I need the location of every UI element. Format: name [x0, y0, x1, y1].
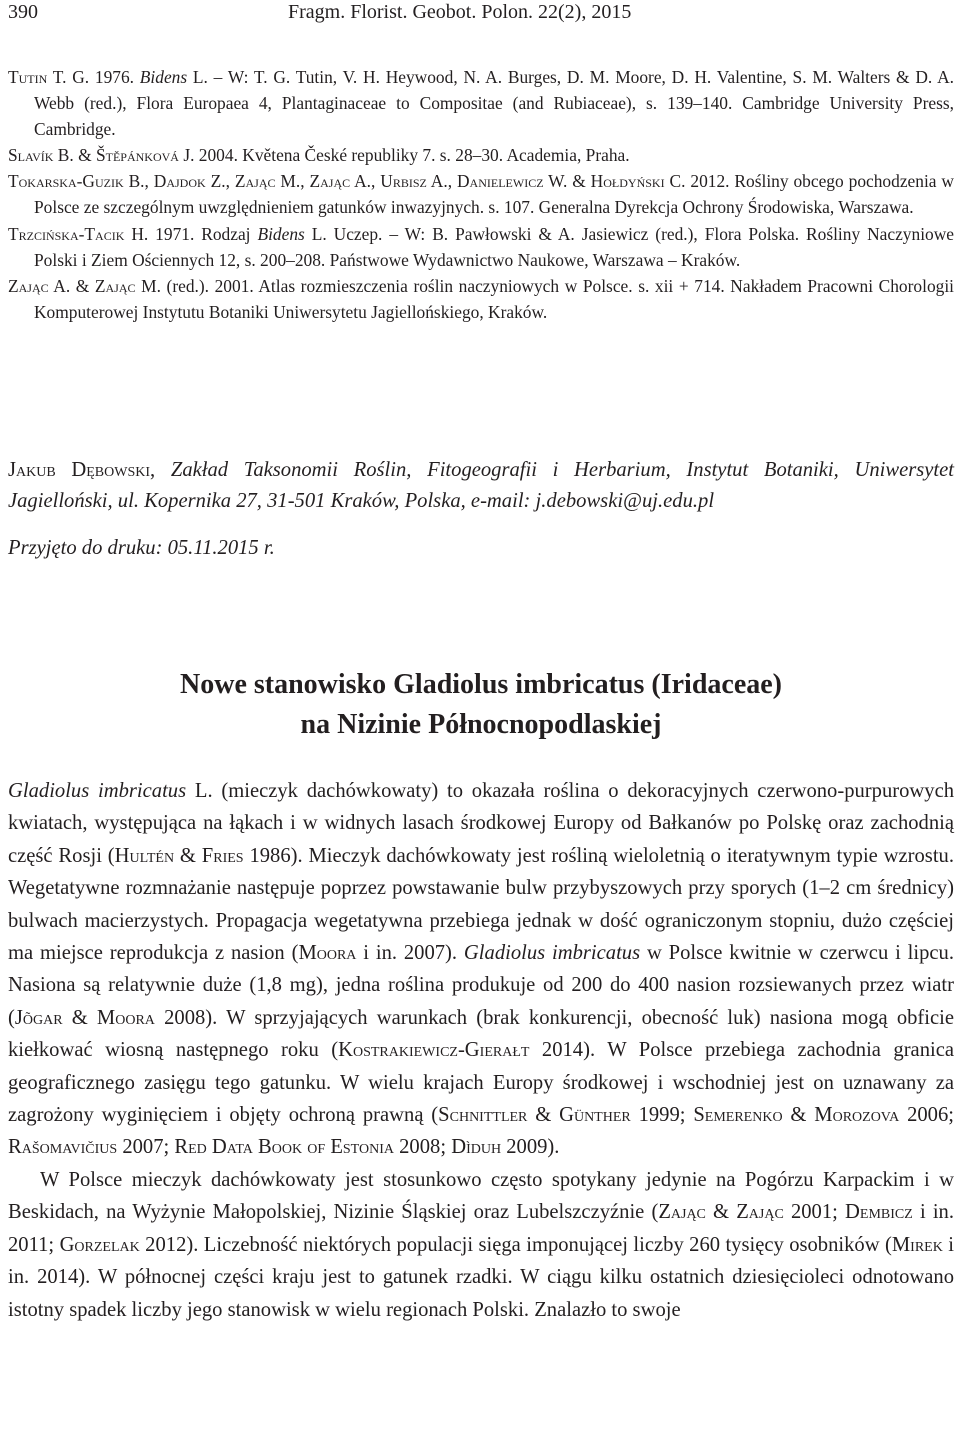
citation-author: Dembicz — [845, 1201, 913, 1224]
reference-italic: Bidens — [257, 223, 305, 244]
reference-text: 2012. Rośliny obcego pochodzenia w Polsce ze szczególnym uwzględnieniem gatunków inwazyjnych. s. 107. Generalna Dyrekcja Ochrony Środowiska, Warszawa. — [34, 171, 954, 218]
author-name: Jakub Dębowski, — [8, 459, 156, 481]
article-title — [8, 665, 954, 745]
body-text: 2009). — [501, 1136, 560, 1159]
reference-text: L. – W: T. G. Tutin, V. H. Heywood, N. A. Burges, D. M. Moore, D. H. Valentine, S. M. Walters & D. A. Webb (red.), Flora Europaea 4, Plantaginaceae to Compositae (and Rubiaceae), s. 139–140. Cambridge University Press, Cambridge. — [34, 67, 954, 140]
reference-item — [8, 273, 954, 325]
body-text: 2014). W Polsce przebiega zachodnia granica geograficznego zasięgu tego gatunku. W wielu krajach Europy środkowej i wschodniej jest on uznawany za zagrożony wyginięciem i objęty ochroną prawną ( — [8, 1039, 954, 1127]
reference-italic: Bidens — [139, 67, 188, 87]
reference-item — [8, 142, 954, 168]
affiliation-text: Zakład Taksonomii Roślin, Fitogeografii i Herbarium, Instytut Botaniki, Uniwersytet Jagielloński, ul. Kopernika 27, 31-501 Kraków, Polska, e-mail: j.debowski@uj.edu.pl — [8, 459, 955, 512]
reference-item — [8, 64, 954, 142]
reference-text: 1971. Rodzaj — [148, 223, 258, 244]
citation-author: Zając & Zając — [658, 1201, 784, 1224]
citation-author: Moora — [298, 942, 357, 965]
body-text: 1986). Mieczyk dachówkowaty jest rośliną wieloletnią o iteratywnym typie wzrostu. Wegetatywne rozmnażanie następuje poprzez powstawanie bulw przybyszowych przy sporych (1–2 cm średnicy) bulwach macierzystych. Propagacja wegetatywna przebiega jednak w dość ograniczonym stopniu, dużo częściej ma miejsce reprodukcja z nasion ( — [8, 844, 954, 965]
citation-author: Dìduh — [451, 1136, 502, 1159]
accepted-date: Przyjęto do druku: 05.11.2015 r. — [8, 537, 275, 559]
citation-author: Jõgar & Moora — [14, 1006, 155, 1029]
body-text: w Polsce kwitnie w czerwcu i lipcu. Nasiona są relatywnie duże (1,8 mg), jedna roślina produkuje od 200 do 400 nasion rozsiewanych przez wiatr ( — [8, 942, 954, 1029]
body-text: i in. 2014). W północnej części kraju jest to gatunek rzadki. W ciągu kilku ostatnich dziesięcioleci odnotowano istotny spadek liczby jego stanowisk w wielu regionach Polski. Znalazło to swoje — [8, 1233, 954, 1321]
page-number: 390 — [8, 1, 38, 23]
article-body — [8, 775, 954, 1326]
reference-authors: Trzcińska-Tacik H. — [8, 223, 149, 244]
citation-author: Semerenko & Morozova — [693, 1104, 900, 1127]
body-text: i in. 2007). — [356, 942, 464, 965]
citation-author: Kostrakiewicz-Gierałt — [338, 1039, 530, 1062]
title-line-1: Nowe stanowisko Gladiolus imbricatus (Iridaceae) — [180, 669, 782, 700]
body-text: 2012). Liczebność niektórych populacji sięga imponującej liczby 260 tysięcy osobników ( — [139, 1233, 892, 1256]
body-text: 2008). W sprzyjających warunkach (brak konkurencji, obecność luk) nasiona mogą obficie kiełkować wiosną następnego roku ( — [8, 1006, 954, 1062]
paragraph-2 — [8, 1164, 954, 1326]
reference-authors: Tokarska-Guzik B., Dajdok Z., Zając M., Zając A., Urbisz A., Danielewicz W. & Hołdyński C. — [8, 171, 686, 192]
body-text: L. (mieczyk dachówkowaty) to okazała roślina o dekoracyjnych czerwono-purpurowych kwiatach, występująca na łąkach i w widnych lasach środkowej Europy od Bałkanów po Polskę oraz zachodnią część Rosji ( — [8, 780, 955, 867]
citation-author: Schnittler & Günther — [438, 1104, 631, 1127]
reference-item — [8, 168, 954, 220]
reference-text: 1976. — [89, 67, 140, 87]
paragraph-1 — [8, 775, 954, 1164]
journal-citation: Fragm. Florist. Geobot. Polon. 22(2), 2015 — [288, 1, 632, 23]
reference-authors: Slavík B. & Štěpánková J. — [8, 145, 195, 166]
reference-text: (red.). 2001. Atlas rozmieszczenia roślin naczyniowych w Polsce. s. xii + 714. Nakładem Pracowni Chorologii Komputerowej Instytutu Botaniki Uniwersytetu Jagiellońskiego, Kraków. — [34, 275, 954, 322]
species-name: Gladiolus imbricatus — [463, 942, 641, 965]
citation-author: Red Data Book of Estonia — [174, 1136, 394, 1159]
body-text: 2001; — [783, 1201, 846, 1224]
reference-item — [8, 221, 954, 273]
body-text: 2006; — [899, 1104, 954, 1127]
citation-author: Rašomavičius — [8, 1136, 118, 1159]
reference-text: 2004. Květena České republiky 7. s. 28–30. Academia, Praha. — [194, 145, 630, 166]
citation-author: Mirek — [891, 1233, 943, 1256]
author-affiliation — [8, 455, 954, 517]
body-text: 2007; — [117, 1136, 175, 1159]
running-header — [8, 1, 954, 27]
reference-text: L. Uczep. – W: B. Pawłowski & A. Jasiewicz (red.), Flora Polska. Rośliny Naczyniowe Polski i Ziem Ościennych 12, s. 200–208. Państwowe Wydawnictwo Naukowe, Warszawa – Kraków. — [34, 223, 954, 270]
body-text: 1999; — [630, 1104, 694, 1127]
citation-author: Gorzelak — [59, 1233, 140, 1256]
body-text: W Polsce mieczyk dachówkowaty jest stosunkowo często spotykany jedynie na Pogórzu Karpackim i w Beskidach, na Wyżynie Małopolskiej, Nizinie Śląskiej oraz Lubelszczyźnie ( — [8, 1168, 954, 1224]
species-name: Gladiolus imbricatus — [8, 780, 187, 802]
body-text: 2008; — [393, 1136, 452, 1159]
reference-authors: Zając A. & Zając M. — [8, 275, 161, 296]
title-line-2: na Nizinie Północnopodlaskiej — [300, 709, 662, 740]
reference-authors: Tutin T. G. — [8, 67, 90, 87]
reference-list — [8, 64, 954, 325]
body-text: i in. 2011; — [8, 1201, 954, 1256]
citation-author: Hultén & Fries — [114, 844, 244, 867]
